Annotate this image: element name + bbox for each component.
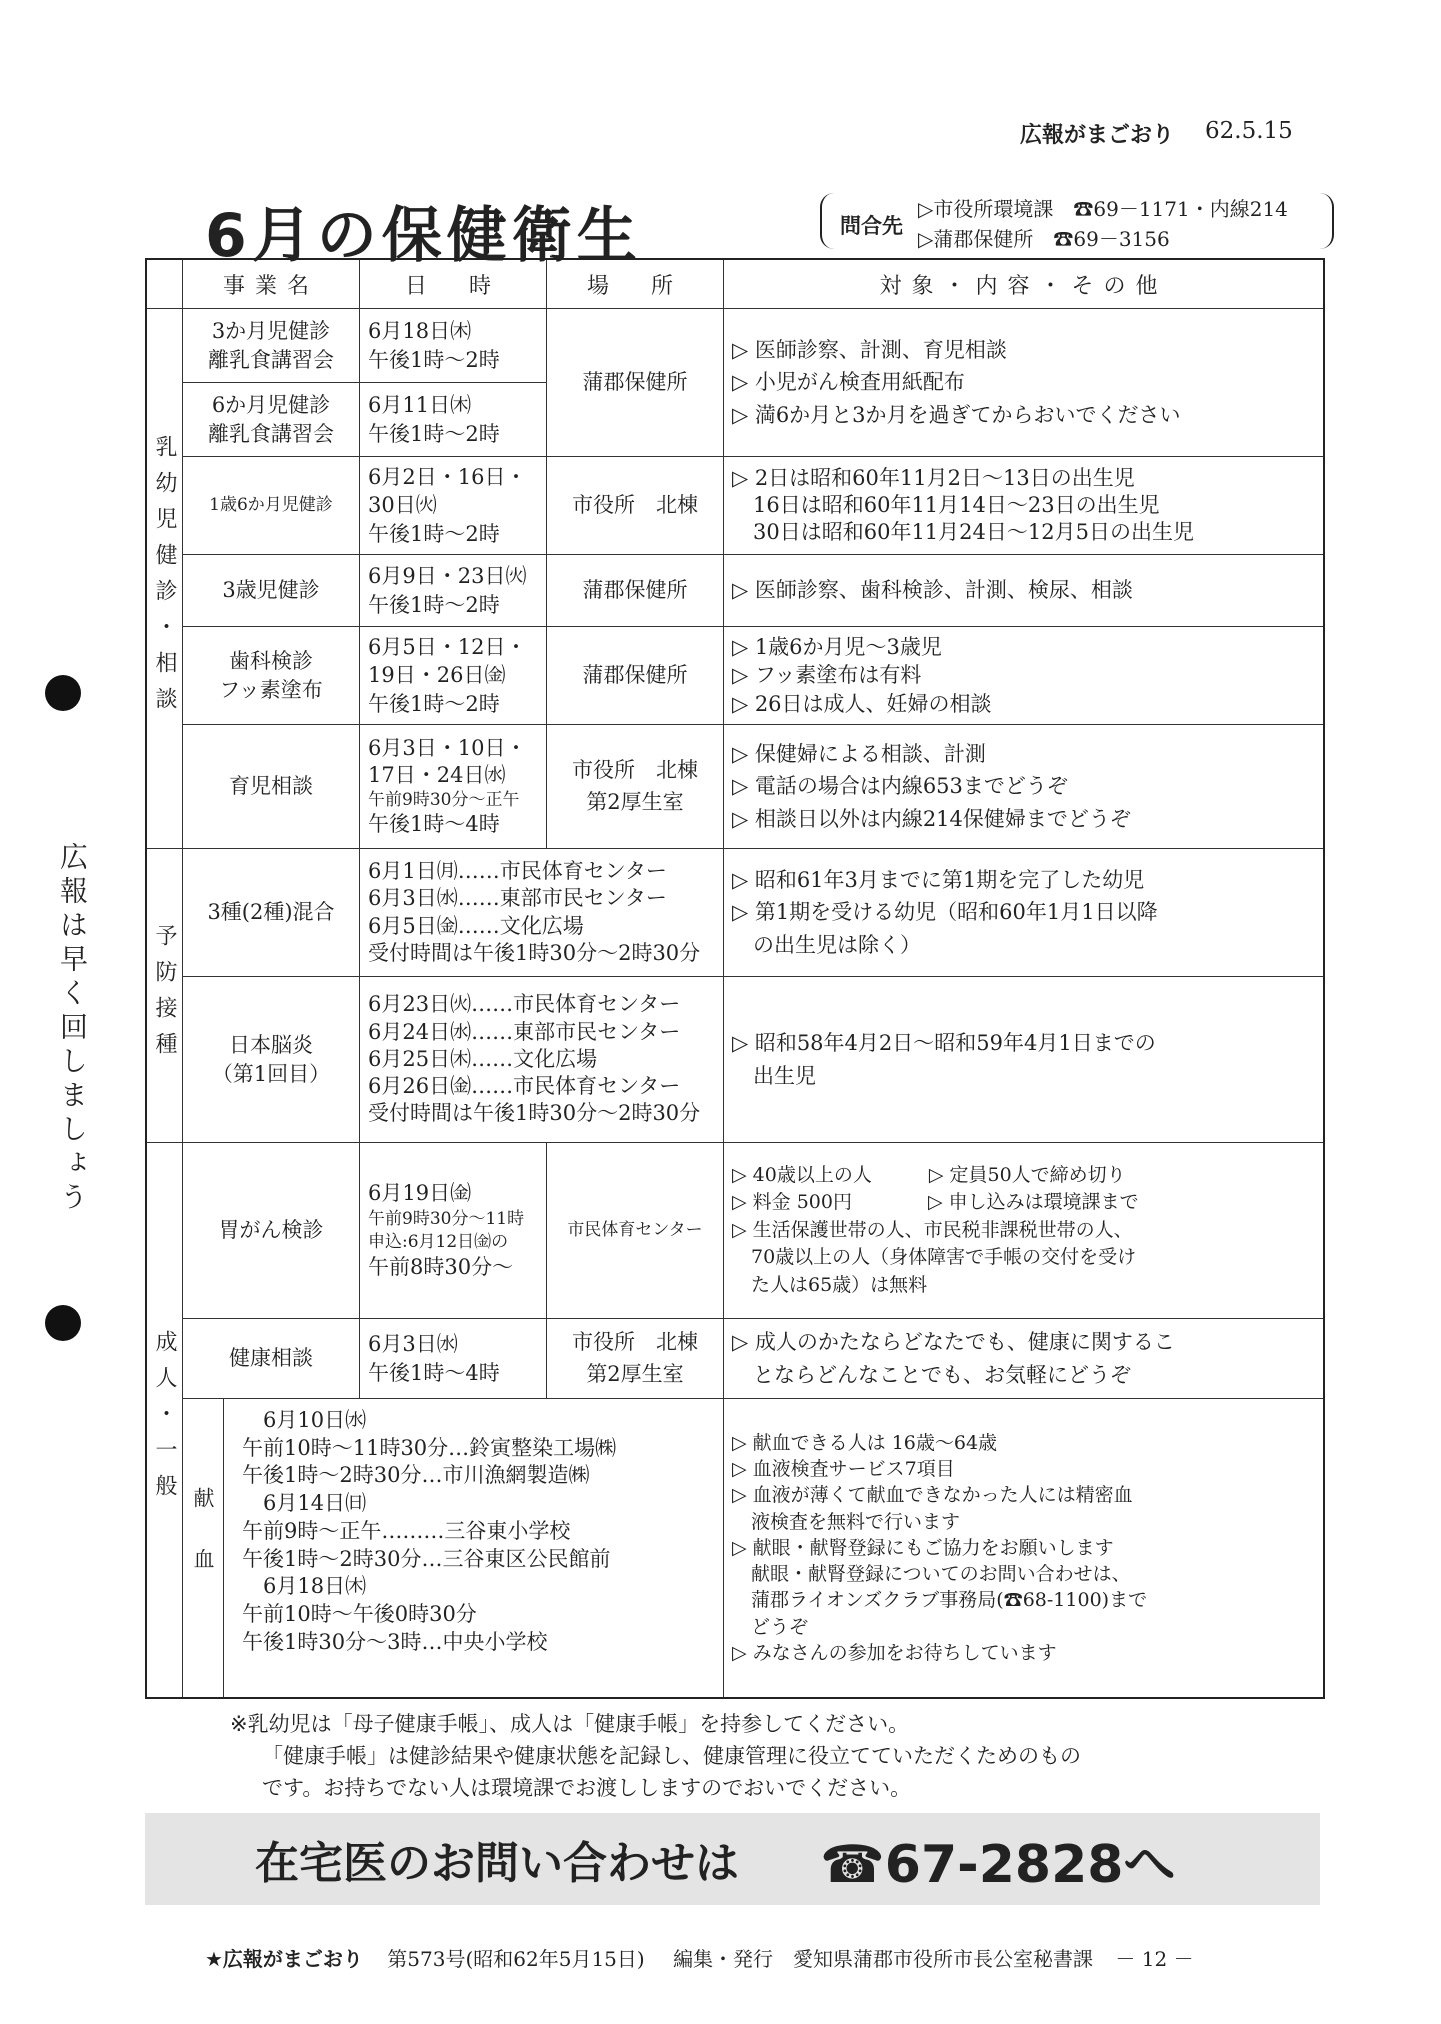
page-title: 6月の保健衛生 (205, 201, 642, 271)
table-row (146, 555, 1324, 627)
inquiry-line-health-center: ▷蒲郡保健所 ☎69－3156 (918, 227, 1170, 251)
event-details: ▷ 医師診察、歯科検診、計測、検尿、相談 (724, 555, 1325, 627)
event-name: 3か月児健診 離乳食講習会 (183, 309, 360, 383)
event-date: 6月19日㈮ 午前9時30分～11時 申込:6月12日㈮の 午前8時30分～ (360, 1143, 547, 1319)
category-adult: 成人・一般 (146, 1143, 183, 1699)
table-row (146, 1143, 1324, 1319)
event-name: 1歳6か月児健診 (183, 457, 360, 555)
event-date: 6月5日・12日・ 19日・26日㈮ 午後1時～2時 (360, 627, 547, 725)
event-date: 6月3日㈬ 午後1時～4時 (360, 1319, 547, 1399)
event-details: ▷ 40歳以上の人 ▷ 定員50人で締め切り ▷ 料金 500円 ▷ 申し込みは環境課まで ▷ 生活保護世帯の人、市民税非課税世帯の人、 70歳以上の人（身体障害で手帳の交付を受け た人は65歳）は無料 (724, 1143, 1325, 1319)
event-name: 3歳児健診 (183, 555, 360, 627)
blood-details: ▷ 献血できる人は 16歳～64歳 ▷ 血液検査サービス7項目 ▷ 血液が薄くて献血できなかった人には精密血 液検査を無料で行います ▷ 献眼・献腎登録にもご協力をお願いします 献眼・献腎登録についてのお問い合わせは、 蒲郡ライオンズクラブ事務局(☎68-1100)まで どうぞ ▷ みなさんの参加をお待ちしています (724, 1399, 1325, 1699)
header-date: 日 時 (360, 259, 547, 309)
binder-hole (45, 1305, 81, 1341)
table-row (146, 977, 1324, 1143)
event-date: 6月9日・23日㈫ 午後1時～2時 (360, 555, 547, 627)
table-row (146, 1319, 1324, 1399)
event-date: 6月23日㈫……市民体育センター 6月24日㈬……東部市民センター 6月25日㈭……文化広場 6月26日㈮……市民体育センター 受付時間は午後1時30分～2時30分 (360, 977, 724, 1143)
event-details: ▷ 2日は昭和60年11月2日～13日の出生児 16日は昭和60年11月14日～23日の出生児 30日は昭和60年11月24日～12月5日の出生児 (724, 457, 1325, 555)
header-event: 事業名 (183, 259, 360, 309)
header-place: 場 所 (547, 259, 724, 309)
table-row-blood-donation (146, 1399, 1324, 1699)
event-date: 6月3日・10日・ 17日・24日㈬ 午前9時30分～正午 午後1時～4時 (360, 725, 547, 849)
publication-name: 広報がまごおり (1020, 123, 1175, 148)
table-header-row (146, 259, 1324, 309)
note-line: ※乳幼児は「母子健康手帳」、成人は「健康手帳」を持参してください。 (230, 1712, 910, 1736)
event-name: 育児相談 (183, 725, 360, 849)
event-details: ▷ 1歳6か月児～3歳児 ▷ フッ素塗布は有料 ▷ 26日は成人、妊婦の相談 (724, 627, 1325, 725)
header-details: 対象・内容・その他 (724, 259, 1325, 309)
note-line: です。お持ちでない人は環境課でお渡ししますのでおいでください。 (262, 1776, 912, 1800)
doctor-banner-text: 在宅医のお問い合わせは (255, 1838, 739, 1889)
event-place: 市役所 北棟 (547, 457, 724, 555)
footer-issue: 第573号(昭和62年5月15日) (387, 1947, 645, 1971)
doctor-banner-phone: ☎67-2828へ (820, 1835, 1176, 1895)
event-details: ▷ 昭和58年4月2日～昭和59年4月1日までの 出生児 (724, 977, 1325, 1143)
event-place: 蒲郡保健所 (547, 627, 724, 725)
event-place: 市役所 北棟 第2厚生室 (547, 1319, 724, 1399)
publication-date: 62.5.15 (1205, 118, 1293, 144)
event-details: ▷ 昭和61年3月までに第1期を完了した幼児 ▷ 第1期を受ける幼児（昭和60年1月1日以降 の出生児は除く） (724, 849, 1325, 977)
event-details: ▷ 医師診察、計測、育児相談 ▷ 小児がん検査用紙配布 ▷ 満6か月と3か月を過ぎてからおいでください (724, 309, 1325, 457)
event-name: 歯科検診 フッ素塗布 (183, 627, 360, 725)
event-place: 市民体育センター (547, 1143, 724, 1319)
footer-publication: ★広報がまごおり (205, 1947, 363, 1971)
side-note: 広報は早く回しましょう (56, 842, 89, 1216)
event-place: 蒲郡保健所 (547, 555, 724, 627)
header-blank (146, 259, 183, 309)
inquiry-line-city: ▷市役所環境課 ☎69－1171・内線214 (918, 197, 1288, 221)
footer (205, 1943, 1194, 1972)
footer-page: － 12 － (1115, 1947, 1194, 1971)
table-row (146, 725, 1324, 849)
event-date: 6月2日・16日・ 30日㈫ 午後1時～2時 (360, 457, 547, 555)
event-place: 市役所 北棟 第2厚生室 (547, 725, 724, 849)
table-row (146, 457, 1324, 555)
event-date: 6月11日㈭ 午後1時～2時 (360, 383, 547, 457)
inquiry-label: 問合先 (840, 214, 903, 238)
category-infant: 乳幼児健診・相談 (146, 309, 183, 849)
event-place: 蒲郡保健所 (547, 309, 724, 457)
blood-schedule: 6月10日㈬ 午前10時～11時30分…鈴寅整染工場㈱ 午後1時～2時30分…市川漁網製造㈱ 6月14日㈰ 午前9時～正午………三谷東小学校 午後1時～2時30分…三谷東区公民館前 6月18日㈭ 午前10時～午後0時30分 午後1時30分～3時…中央小学校 (242, 1408, 617, 1654)
table-row (146, 627, 1324, 725)
category-vaccine: 予防接種 (146, 849, 183, 1143)
event-details: ▷ 成人のかたならどなたでも、健康に関するこ とならどんなことでも、お気軽にどうぞ (724, 1319, 1325, 1399)
category-blood: 献血 (183, 1399, 224, 1697)
event-name: 3種(2種)混合 (183, 849, 360, 977)
binder-hole (45, 675, 81, 711)
event-name: 健康相談 (183, 1319, 360, 1399)
table-row (146, 849, 1324, 977)
blood-donation-cell (183, 1399, 724, 1699)
event-date: 6月1日㈪……市民体育センター 6月3日㈬……東部市民センター 6月5日㈮……文化広場 受付時間は午後1時30分～2時30分 (360, 849, 724, 977)
event-name: 日本脳炎 （第1回目） (183, 977, 360, 1143)
note-line: 「健康手帳」は健診結果や健康状態を記録し、健康管理に役立てていただくためのもの (262, 1744, 1081, 1768)
schedule-table (145, 258, 1325, 1699)
table-row (146, 309, 1324, 383)
event-name: 胃がん検診 (183, 1143, 360, 1319)
event-date: 6月18日㈭ 午後1時～2時 (360, 309, 547, 383)
footer-publisher: 編集・発行 愛知県蒲郡市役所市長公室秘書課 (673, 1947, 1094, 1971)
event-details: ▷ 保健婦による相談、計測 ▷ 電話の場合は内線653までどうぞ ▷ 相談日以外は内線214保健婦までどうぞ (724, 725, 1325, 849)
event-name: 6か月児健診 離乳食講習会 (183, 383, 360, 457)
